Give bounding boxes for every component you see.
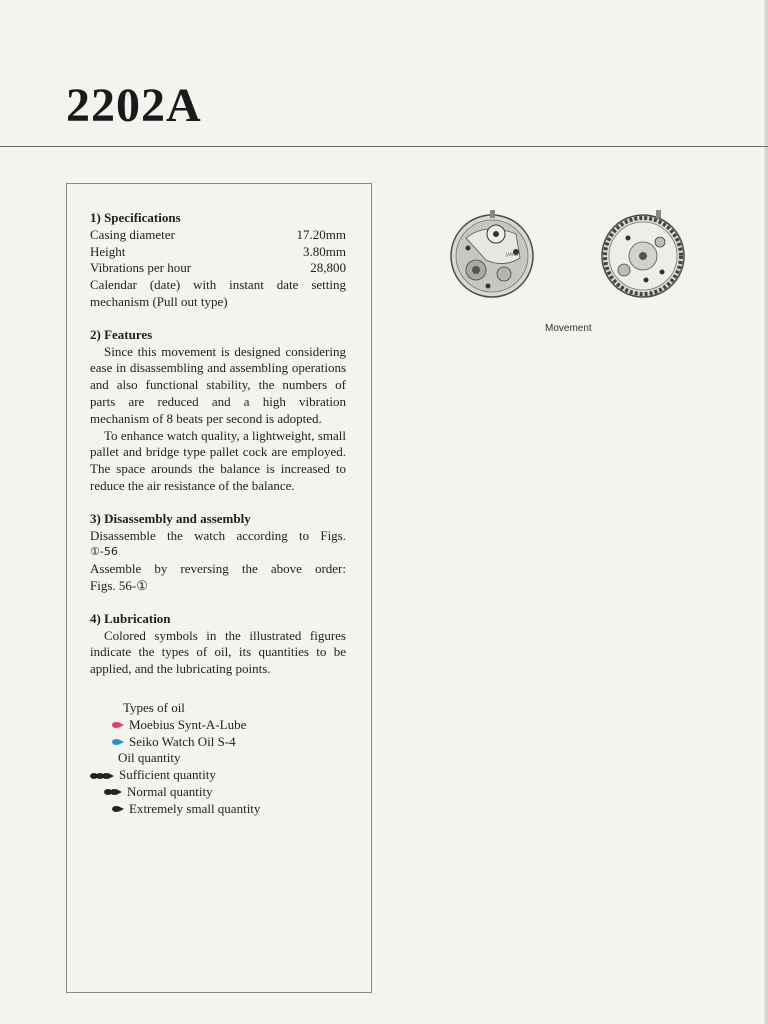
movement-back-image — [602, 210, 684, 297]
oil-name: Seiko Watch Oil S-4 — [129, 733, 236, 749]
page-title: 2202A — [66, 79, 202, 132]
assembly-line: Assemble by reversing the above order: — [90, 561, 346, 577]
assembly-figs: Figs. 56-① — [90, 577, 148, 593]
quantity-label: Normal quantity — [127, 783, 213, 799]
spec-row-vibrations — [90, 260, 346, 277]
features-paragraph-2: To enhance watch quality, a lightweight, small pallet and bridge type pallet cock are employed. The space arounds the balance is increased to reduce the air resistance of the balance. — [90, 427, 346, 493]
movement-illustration — [446, 208, 696, 308]
oil-legend — [90, 700, 346, 818]
seiko-oil-symbol-icon — [112, 739, 124, 745]
spec-value: 3.80mm — [303, 243, 346, 259]
specifications-section — [90, 210, 346, 311]
spec-row-casing-diameter — [90, 227, 346, 244]
quantity-legend-small — [90, 801, 346, 818]
spec-row-height — [90, 244, 346, 261]
disassembly-line-1: Disassemble the watch according to Figs. — [90, 527, 346, 543]
quantity-legend-normal — [90, 784, 346, 801]
lubrication-paragraph: Colored symbols in the illustrated figures indicate the types of oil, its quantities to be applied, and the lubricating points. — [90, 627, 346, 677]
calendar-line-1: Calendar (date) with instant date setting — [90, 277, 346, 293]
oil-legend-seiko — [90, 734, 346, 751]
page-edge — [764, 0, 768, 1024]
calendar-line-2: mechanism (Pull out type) — [90, 293, 228, 309]
disassembly-heading: 3) Disassembly and assembly — [90, 510, 251, 526]
features-paragraph-1: Since this movement is designed considering ease in disassembling and assembling operations and also functional stability, the numbers of parts are reduced and a high vibration mechanism of 8 beats per second is adopted. — [90, 343, 346, 426]
oil-legend-moebius — [90, 717, 346, 734]
oil-quantity-heading: Oil quantity — [118, 750, 181, 766]
spec-label: Height — [90, 243, 126, 259]
spec-label: Casing diameter — [90, 226, 175, 242]
spec-label: Vibrations per hour — [90, 260, 192, 276]
features-section — [90, 327, 346, 495]
lubrication-heading: 4) Lubrication — [90, 610, 171, 626]
lubrication-section — [90, 611, 346, 818]
info-box — [66, 183, 372, 993]
triple-drop-icon — [90, 773, 114, 779]
disassembly-figs-1: ①-56 — [90, 545, 118, 559]
specifications-heading: 1) Specifications — [90, 210, 181, 225]
double-drop-icon — [104, 789, 122, 795]
title-rule — [0, 146, 768, 147]
features-heading: 2) Features — [90, 326, 153, 342]
oil-name: Moebius Synt-A-Lube — [129, 716, 247, 732]
moebius-oil-symbol-icon — [112, 722, 124, 728]
info-box-content — [90, 210, 346, 834]
movement-engraving: JAPAN — [506, 252, 518, 257]
spec-value: 17.20mm — [296, 226, 346, 242]
quantity-legend-sufficient — [90, 767, 346, 784]
quantity-label: Extremely small quantity — [129, 800, 261, 816]
figure-caption: Movement — [545, 323, 592, 334]
oil-types-heading: Types of oil — [123, 699, 185, 715]
spec-value: 28,800 — [310, 260, 346, 276]
disassembly-section — [90, 511, 346, 595]
movement-front-image — [451, 210, 533, 297]
single-drop-icon — [112, 806, 124, 812]
quantity-label: Sufficient quantity — [119, 767, 216, 783]
